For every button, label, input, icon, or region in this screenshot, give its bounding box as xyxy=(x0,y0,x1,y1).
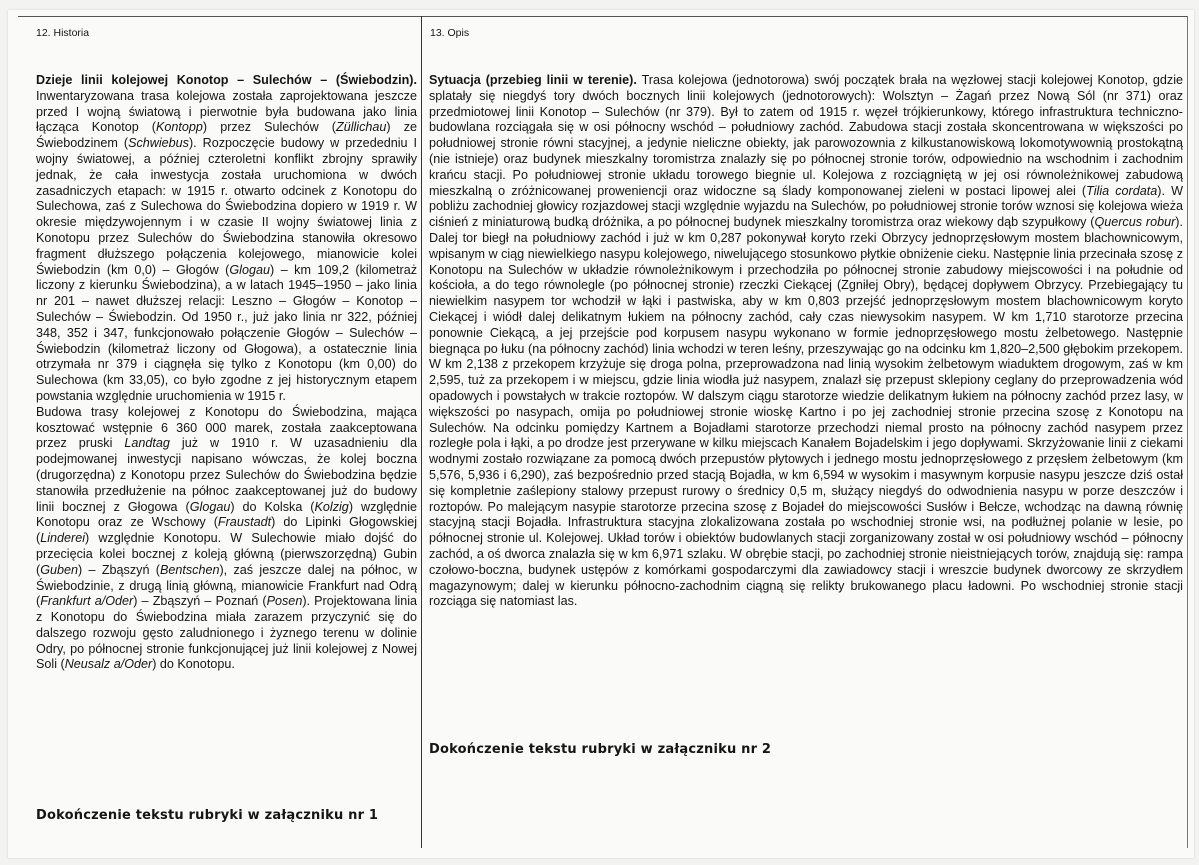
header-border-right xyxy=(421,16,1188,57)
italic-term: Posen xyxy=(266,594,303,609)
opis-column xyxy=(429,73,1183,610)
opis-continuation-note: Dokończenie tekstu rubryki w załączniku nr 2 xyxy=(429,742,772,757)
italic-term: Glogau xyxy=(229,262,271,277)
italic-term: Glogau xyxy=(189,499,231,514)
italic-term: Schwiebus xyxy=(128,136,189,151)
italic-term: Landtag xyxy=(124,436,170,451)
opis-paragraph-1: Sytuacja (przebieg linii w terenie). Trasa kolejowa (jednotorowa) swój początek brała na węzłowej stacji kolejowej Konotop, gdzie splatały się niegdyś tory dwóch bocznych linii kolejowych (jednotorowych): Wolsztyn – Żagań przez Nową Sól (nr 371) oraz przedmiotowej linii Konotop – Sulechów (nr 379). Był to zatem od 1915 r. węzeł trójkierunkowy, którego infrastruktura techniczno-budowlana rozciągała się w osi północny wschód – południowy zachód. Zabudowa stacji została skoncentrowana w większości po południowej stronie równi stacyjnej, a jedynie nieliczne obiekty, jak parowozownia z kilkustanowiskową lokomotywownią prostokątną (nie istnieje) oraz budynek mieszkalny toromistrza znalazły się po północnej stronie torów, odpowiednio na wschodnim i zachodnim krańcu stacji. Po południowej stronie układu torowego biegnie ul. Kolejowa z rozciągniętą w jej osi równoleżnikowej zabudową mieszkalną o zróżnicowanej proweniencji oraz widoczne są ślady komponowanej zieleni w postaci lipowej alei (Tilia cordata). W pobliżu zachodniej głowicy rozjazdowej stacji względnie wyjazdu na Sulechów, po południowej stronie torów wznosi się kolejowa wieża ciśnień z miniaturową budką dróżnika, a po północnej budynek mieszkalny toromistrza oraz wiekowy dąb szypułkowy (Quercus robur). Dalej tor biegł na południowy zachód i już w km 0,287 pokonywał koryto rzeki Obrzycy jednoprzęsłowym mostem blachownicowym, wpisanym w ciąg niewielkiego nasypu kolejowego, niwelującego stosunkowo płytkie obniżenie cieku. Następnie linia przecinała szosę z Konotopu na Sulechów w układzie równoleżnikowym i przechodziła po północnej stronie zabudowy miejscowości i na południe od kościoła, a do tego równolegle (po północnej stronie) rzeczki Ciekącej (Zgniłej Obry), będącej dopływem Obrzycy. Przebiegający tu niewielkim nasypem tor wchodził w łąki i pastwiska, aby w km 0,803 przejść jednoprzęsłowym mostem blachownicowym koryto Ciekącej i wiódł dalej delikatnym łukiem na północny zachód, cały czas niewysokim nasypem. W km 1,710 starotorze przecina ponownie Ciekącą, a jej przejście pod korpusem nasypu wykonano w formie jednoprzęsłowego mostu żelbetowego. Następnie biegnąca po łuku (na północny zachód) linia wchodzi w teren leśny, przeszywając go na odcinku km 1,820–2,500 głębokim przekopem. W km 2,138 z przekopem krzyżuje się droga polna, przeprowadzona nad linią wysokim żelbetowym wiaduktem drogowym, zaś w km 2,595, tuż za przekopem i w miejscu, gdzie linia wiodła już nasypem, znalazł się przepust sklepiony ceglany do przeprowadzenia wód opadowych i powstałych w trakcie roztopów. W dalszym ciągu starotorze wiedzie delikatnym łukiem na północny zachód przez lasy, w większości po nasypach, omija po południowej stronie wioskę Kartno i po jej zachodniej stronie przecina szosę z Konotopu na Sulechów. Na odcinku pomiędzy Kartnem a Bojadłami starotorze przechodzi niemal prosto na północny zachód nasypem przez rozległe pola i łąki, a po drodze jest przerywane w kilku miejscach Kanałem Bojadelskim i jego dopływami. Skrzyżowanie linii z ciekami wodnymi zostało rozwiązane za pomocą dwóch przepustów płytowych i jednego mostu jednoprzęsłowego z przęsłem żelbetowym (km 5,576, 5,936 i 6,290), zaś bezpośrednio przed stacją Bojadła, w km 6,594 w wysokim i masywnym korpusie nasypu jeszcze dziś ostał się kompletnie zaślepiony stalowy przepust rurowy o średnicy 0,5 m, służący niegdyś do odwodnienia nasypu w porze deszczów i roztopów. Po malejącym nasypie starotorze przecina szosę z Bojadeł do miejscowości Susłów i Bełcze, wchodząc na dawną równię stacyjną stacji Bojadła. Infrastruktura stacyjna zlokalizowana została po wschodniej stronie wsi, na podłużnej polanie w lesie, po północnej stronie ul. Kolejowej. Układ torów i obiektów budowlanych stacji zorganizowany został w osi południowy wschód – północny zachód, a oś dworca znalazła się w km 6,971 szlaku. W obrębie stacji, po zachodniej stronie nieistniejących torów, znajdują się: rampa czołowo-boczna, budynek ustępów z komórkami gospodarczymi dla zawiadowcy stacji i wreszcie budynek dworcowy ze skrzydłem magazynowym; dalej w kierunku północno-zachodnim ciągną się relikty brukowanego placu ładowni. Po wschodniej stronie stacji rozciąga się natomiast las. xyxy=(429,73,1183,609)
historia-paragraph-1-body: Inwentaryzowana trasa kolejowa została zaprojektowana jeszcze przed I wojną światową i pierwotnie była budowana jako linia łącząca Konotop (Kontopp) przez Sulechów (Züllichau) ze Świebodzinem (Schwiebus). Rozpoczęcie budowy w przededniu I wojny światowej, a później czteroletni konflikt zbrojny sprawiły jednak, że cała inwestycja została uruchomiona w dwóch zasadniczych etapach: w 1915 r. otwarto odcinek z Konotopu do Sulechowa, zaś z Sulechowa do Świebodzina dopiero w 1919 r. W okresie międzywojennym i w czasie II wojny światowej linia z Konotopu przez Sulechów do Świebodzina stanowiła okresowo fragment dłuższego połączenia kolejowego, mianowicie kolei Świebodzin (km 0,0) – Głogów (Glogau) – km 109,2 (kilometraż liczony z kierunku Świebodzina), a w latach 1945–1950 – jako linia nr 201 – nawet dłuższej relacji: Leszno – Głogów – Konotop – Sulechów – Świebodzin. Od 1950 r., już jako linia nr 322, później 348, 352 i 347, funkcjonowało połączenie Głogów – Sulechów – Świebodzin (kilometraż liczony od Głogowa), a ostatecznie linia otrzymała nr 379 i ciągnęła się tylko z Konotopu (km 0,00) do Sulechowa (km 33,05), co było zgodne z jej historycznym etapem powstania względnie uruchomienia w 1915 r. xyxy=(36,88,418,403)
italic-term: Frankfurt a/Oder xyxy=(40,594,134,609)
italic-term: Fraustadt xyxy=(217,515,272,530)
section-header-historia: 12. Historia xyxy=(36,27,90,39)
italic-term: Tilia cordata xyxy=(1086,183,1158,198)
italic-term: Kolzig xyxy=(314,499,349,514)
italic-term: Züllichau xyxy=(336,120,387,135)
italic-term: Quercus robur xyxy=(1094,215,1176,230)
historia-paragraph-2: Budowa trasy kolejowej z Konotopu do Świebodzina, mająca kosztować wstępnie 6 360 000 marek, została zaakceptowana przez pruski Landtag już w 1910 r. W uzasadnieniu dla podejmowanej inwestycji napisano wówczas, że kolej boczna (drugorzędna) z Konotopu przez Sulechów do Świebodzina będzie stanowiła przedłużenie na północ zaakceptowanej już do budowy linii bocznej z Głogowa (Glogau) do Kolska (Kolzig) względnie Konotopu oraz ze Wschowy (Fraustadt) do Lipinki Głogowskiej (Linderei) względnie Konotopu. W Sulechowie miało dojść do przecięcia kolei bocznej z koleją główną (pierwszorzędną) Gubin (Guben) – Zbąszyń (Bentschen), zaś jeszcze dalej na północ, w Świebodzinie, z drugą linią główną, mianowicie Frankfurt nad Odrą (Frankfurt a/Oder) – Zbąszyń – Poznań (Posen). Projektowana linia z Konotopu do Świebodzina miała zarazem przyczynić się do dalszego rozwoju gęsto zaludnionego i żyznego terenu w dolinie Odry, po północnej stronie funkcjonującej już linii kolejowej z Nowej Soli (Neusalz a/Oder) do Konotopu. xyxy=(36,404,418,672)
italic-term: Linderei xyxy=(40,531,86,546)
historia-column xyxy=(36,73,417,673)
historia-paragraph-1 xyxy=(36,73,417,405)
right-border xyxy=(1187,16,1188,848)
italic-term: Kontopp xyxy=(156,120,203,135)
historia-continuation-note: Dokończenie tekstu rubryki w załączniku nr 1 xyxy=(36,808,379,823)
italic-term: Neusalz a/Oder xyxy=(64,657,153,672)
section-header-opis: 13. Opis xyxy=(430,27,470,39)
italic-term: Guben xyxy=(40,562,79,577)
italic-term: Bentschen xyxy=(159,562,220,577)
column-divider xyxy=(421,16,422,848)
bold-heading: Sytuacja (przebieg linii w terenie). xyxy=(429,73,637,87)
historia-title: Dzieje linii kolejowej Konotop – Sulechów – (Świebodzin). xyxy=(36,73,417,87)
